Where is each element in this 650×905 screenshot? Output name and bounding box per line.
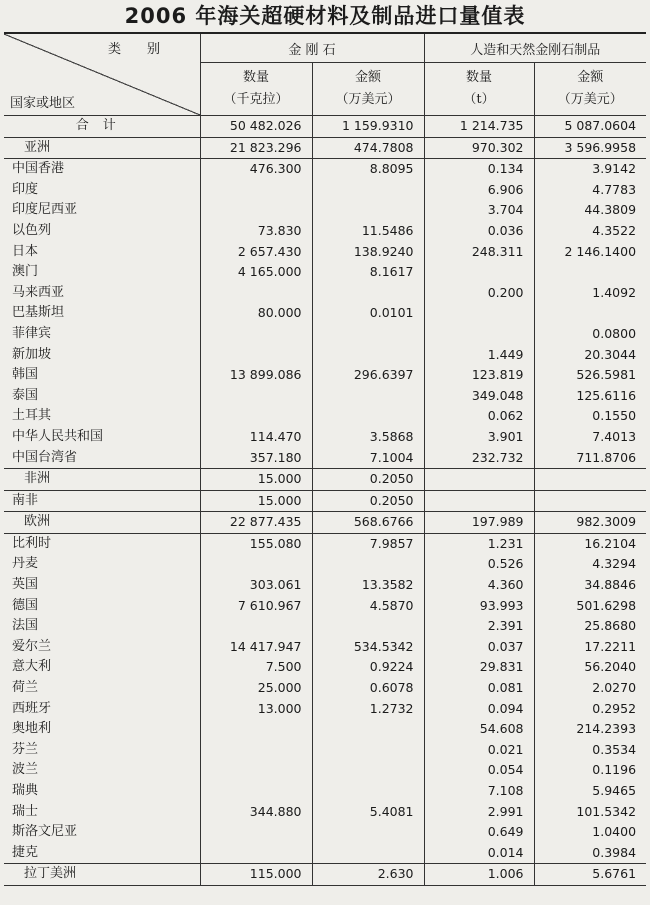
diamond-quantity-cell: 80.000: [200, 303, 312, 324]
products-amount-cell: 3 596.9958: [534, 137, 646, 159]
products-amount-cell: 214.2393: [534, 719, 646, 740]
products-quantity-cell: 0.036: [424, 221, 534, 242]
diagonal-header-cell: [4, 33, 200, 116]
products-amount-cell: 711.8706: [534, 448, 646, 469]
products-quantity-cell: 2.391: [424, 616, 534, 637]
products-amount-cell: 0.3984: [534, 843, 646, 864]
row-name-cell: 马来西亚: [12, 284, 65, 300]
diamond-products-group-header: 人造和天然金刚石制品: [424, 33, 646, 63]
products-amount-cell: 5.9465: [534, 781, 646, 802]
diamond-amount-cell: 7.1004: [312, 448, 424, 469]
products-quantity-cell: [424, 469, 534, 491]
row-name-cell: 爱尔兰: [12, 638, 52, 654]
products-quantity-cell: 0.200: [424, 283, 534, 304]
diamond-quantity-cell: [200, 180, 312, 201]
diamond-amount-cell: [312, 781, 424, 802]
row-name-cell: 斯洛文尼亚: [12, 824, 78, 840]
table-row: [4, 678, 646, 699]
row-name-cell: 韩国: [12, 367, 39, 383]
region-row: [4, 864, 646, 886]
table-row: [4, 262, 646, 283]
products-quantity-cell: 0.021: [424, 740, 534, 761]
products-amount-cell: 0.3534: [534, 740, 646, 761]
table-row: [4, 740, 646, 761]
diamond-quantity-cell: [200, 719, 312, 740]
diamond-quantity-cell: [200, 781, 312, 802]
products-quantity-cell: 123.819: [424, 365, 534, 386]
row-name-cell: 巴基斯坦: [12, 305, 65, 321]
diamond-quantity-cell: 73.830: [200, 221, 312, 242]
diamond-amount-cell: [312, 324, 424, 345]
diamond-quantity-cell: 13 899.086: [200, 365, 312, 386]
diamond-quantity-cell: 13.000: [200, 699, 312, 720]
row-name-cell: 印度: [12, 181, 39, 197]
row-name-cell: 日本: [12, 243, 39, 259]
diamond-quantity-cell: 21 823.296: [200, 137, 312, 159]
row-name-cell: 中华人民共和国: [12, 428, 104, 444]
diamond-amount-cell: 7.9857: [312, 533, 424, 554]
products-amount-cell: 2.0270: [534, 678, 646, 699]
row-name-cell: 亚洲: [4, 137, 200, 159]
products-amount-cell: 125.6116: [534, 386, 646, 407]
row-name-cell: 奥地利: [12, 721, 52, 737]
products-quantity-cell: 3.901: [424, 427, 534, 448]
diamond-quantity-cell: [200, 554, 312, 575]
table-row: [4, 802, 646, 823]
products-amount-cell: 5 087.0604: [534, 116, 646, 138]
table-title: 2006 年海关超硬材料及制品进口量值表: [124, 4, 526, 28]
diamond-quantity-cell: 114.470: [200, 427, 312, 448]
table-row: [4, 283, 646, 304]
diamond-amount-cell: 1.2732: [312, 699, 424, 720]
row-name-cell: 印度尼西亚: [12, 202, 78, 218]
products-quantity-cell: 0.062: [424, 406, 534, 427]
products-amount-cell: 1.4092: [534, 283, 646, 304]
diamond-quantity-cell: 25.000: [200, 678, 312, 699]
products-quantity-cell: 197.989: [424, 512, 534, 534]
products-quantity-cell: 0.094: [424, 699, 534, 720]
table-row: [4, 180, 646, 201]
row-name-cell: 捷克: [12, 844, 39, 860]
products-quantity-cell: [424, 262, 534, 283]
products-quantity-cell: 93.993: [424, 596, 534, 617]
diamond-quantity-cell: 50 482.026: [200, 116, 312, 138]
products-amount-cell: 44.3809: [534, 200, 646, 221]
column-header-diamond-amount: 金额 （万美元）: [312, 63, 424, 116]
diamond-quantity-cell: 15.000: [200, 469, 312, 491]
diamond-amount-cell: [312, 760, 424, 781]
diamond-quantity-cell: 2 657.430: [200, 242, 312, 263]
diamond-quantity-cell: 14 417.947: [200, 637, 312, 658]
row-name-cell: 荷兰: [12, 680, 39, 696]
products-quantity-cell: 248.311: [424, 242, 534, 263]
diamond-quantity-cell: [200, 843, 312, 864]
table-row: [4, 533, 646, 554]
diamond-quantity-cell: [200, 386, 312, 407]
region-row: [4, 512, 646, 534]
products-quantity-cell: 1.449: [424, 345, 534, 366]
row-name-cell: 芬兰: [12, 741, 39, 757]
products-quantity-cell: 0.526: [424, 554, 534, 575]
row-name-cell: 合计: [4, 116, 200, 138]
products-quantity-cell: 970.302: [424, 137, 534, 159]
table-row: [4, 427, 646, 448]
products-quantity-cell: 0.014: [424, 843, 534, 864]
diamond-amount-cell: [312, 200, 424, 221]
products-quantity-cell: 0.649: [424, 822, 534, 843]
diamond-amount-cell: 0.6078: [312, 678, 424, 699]
products-amount-cell: 1.0400: [534, 822, 646, 843]
diamond-amount-cell: 568.6766: [312, 512, 424, 534]
diamond-quantity-cell: 344.880: [200, 802, 312, 823]
row-name-cell: 菲律宾: [12, 325, 52, 341]
diamond-quantity-cell: 303.061: [200, 575, 312, 596]
products-quantity-cell: [424, 303, 534, 324]
products-quantity-cell: 2.991: [424, 802, 534, 823]
diamond-amount-cell: 0.0101: [312, 303, 424, 324]
row-name-cell: 新加坡: [12, 346, 52, 362]
table-row: [4, 242, 646, 263]
row-name-cell: 德国: [12, 597, 39, 613]
products-quantity-cell: 29.831: [424, 657, 534, 678]
table-row: [4, 406, 646, 427]
table-row: [4, 159, 646, 180]
row-name-cell: 法国: [12, 618, 39, 634]
row-name-cell: 波兰: [12, 762, 39, 778]
diamond-amount-cell: 4.5870: [312, 596, 424, 617]
table-row: [4, 575, 646, 596]
row-name-cell: 西班牙: [12, 700, 52, 716]
products-amount-cell: 20.3044: [534, 345, 646, 366]
row-name-cell: 澳门: [12, 264, 39, 280]
products-amount-cell: 4.3522: [534, 221, 646, 242]
products-amount-cell: 0.0800: [534, 324, 646, 345]
products-quantity-cell: [424, 490, 534, 512]
products-amount-cell: [534, 469, 646, 491]
diamond-amount-cell: [312, 616, 424, 637]
diamond-amount-cell: [312, 719, 424, 740]
products-amount-cell: 34.8846: [534, 575, 646, 596]
products-amount-cell: 0.1196: [534, 760, 646, 781]
row-name-cell: 瑞典: [12, 783, 39, 798]
diamond-amount-cell: 474.7808: [312, 137, 424, 159]
products-quantity-cell: 4.360: [424, 575, 534, 596]
products-quantity-cell: 7.108: [424, 781, 534, 802]
diamond-amount-cell: [312, 554, 424, 575]
row-name-cell: 中国台湾省: [12, 449, 78, 465]
table-row: [4, 760, 646, 781]
products-amount-cell: 101.5342: [534, 802, 646, 823]
row-name-cell: 英国: [12, 577, 39, 593]
products-amount-cell: 17.2211: [534, 637, 646, 658]
products-amount-cell: 56.2040: [534, 657, 646, 678]
diamond-quantity-cell: 4 165.000: [200, 262, 312, 283]
row-name-cell: 泰国: [12, 387, 39, 403]
table-row: [4, 719, 646, 740]
diamond-quantity-cell: [200, 760, 312, 781]
products-amount-cell: 501.6298: [534, 596, 646, 617]
row-name-cell: 以色列: [12, 222, 52, 238]
table-row: [4, 822, 646, 843]
products-quantity-cell: 1 214.735: [424, 116, 534, 138]
column-header-products-quantity: 数量 （t）: [424, 63, 534, 116]
products-quantity-cell: 54.608: [424, 719, 534, 740]
products-quantity-cell: 0.081: [424, 678, 534, 699]
products-amount-cell: 5.6761: [534, 864, 646, 886]
category-label: 类 别: [108, 42, 161, 57]
diamond-amount-cell: 2.630: [312, 864, 424, 886]
row-name-cell: 非洲: [4, 469, 200, 491]
diamond-amount-cell: 138.9240: [312, 242, 424, 263]
diamond-quantity-cell: 115.000: [200, 864, 312, 886]
table-row: [4, 596, 646, 617]
products-quantity-cell: 349.048: [424, 386, 534, 407]
products-amount-cell: 4.3294: [534, 554, 646, 575]
products-amount-cell: 982.3009: [534, 512, 646, 534]
diamond-amount-cell: [312, 740, 424, 761]
products-amount-cell: 7.4013: [534, 427, 646, 448]
diamond-amount-cell: 0.9224: [312, 657, 424, 678]
diamond-amount-cell: 5.4081: [312, 802, 424, 823]
products-amount-cell: [534, 490, 646, 512]
region-row: [4, 137, 646, 159]
table-row: [4, 699, 646, 720]
table-row: [4, 781, 646, 802]
products-quantity-cell: 0.037: [424, 637, 534, 658]
products-quantity-cell: 232.732: [424, 448, 534, 469]
diamond-quantity-cell: [200, 740, 312, 761]
table-row: [4, 324, 646, 345]
diamond-amount-cell: 0.2050: [312, 469, 424, 491]
row-name-cell: 瑞士: [12, 803, 39, 819]
diamond-quantity-cell: 357.180: [200, 448, 312, 469]
row-name-cell: 土耳其: [12, 408, 52, 424]
diamond-quantity-cell: [200, 616, 312, 637]
diamond-quantity-cell: [200, 200, 312, 221]
row-name-cell: 南非: [12, 492, 39, 508]
products-amount-cell: 25.8680: [534, 616, 646, 637]
products-quantity-cell: [424, 324, 534, 345]
row-name-cell: 丹麦: [12, 556, 39, 572]
products-quantity-cell: 3.704: [424, 200, 534, 221]
diamond-amount-cell: 534.5342: [312, 637, 424, 658]
diamond-amount-cell: 296.6397: [312, 365, 424, 386]
diamond-amount-cell: 0.2050: [312, 490, 424, 512]
table-row: [4, 554, 646, 575]
diamond-quantity-cell: 7 610.967: [200, 596, 312, 617]
table-row: [4, 345, 646, 366]
products-amount-cell: [534, 303, 646, 324]
country-label: 国家或地区: [10, 96, 76, 111]
table-row: [4, 637, 646, 658]
diamond-amount-cell: [312, 843, 424, 864]
import-statistics-table: [4, 32, 646, 886]
table-row: [4, 200, 646, 221]
column-header-diamond-quantity: 数量 （千克拉）: [200, 63, 312, 116]
diamond-amount-cell: [312, 345, 424, 366]
table-row: [4, 386, 646, 407]
table-row: [4, 843, 646, 864]
row-name-cell: 拉丁美洲: [4, 864, 200, 886]
row-name-cell: 中国香港: [12, 161, 65, 177]
products-amount-cell: 2 146.1400: [534, 242, 646, 263]
products-amount-cell: [534, 262, 646, 283]
region-row: [4, 469, 646, 491]
diamond-quantity-cell: [200, 822, 312, 843]
table-row: [4, 657, 646, 678]
diamond-amount-cell: 3.5868: [312, 427, 424, 448]
column-header-products-amount: 金额 （万美元）: [534, 63, 646, 116]
products-quantity-cell: 1.231: [424, 533, 534, 554]
diamond-amount-cell: [312, 180, 424, 201]
diamond-quantity-cell: [200, 406, 312, 427]
products-amount-cell: 3.9142: [534, 159, 646, 180]
diamond-amount-cell: 11.5486: [312, 221, 424, 242]
diamond-amount-cell: [312, 386, 424, 407]
diamond-quantity-cell: [200, 324, 312, 345]
diamond-amount-cell: 1 159.9310: [312, 116, 424, 138]
diamond-quantity-cell: 155.080: [200, 533, 312, 554]
row-name-cell: 欧洲: [4, 512, 200, 534]
diamond-quantity-cell: [200, 283, 312, 304]
diamond-quantity-cell: 7.500: [200, 657, 312, 678]
table-row: [4, 221, 646, 242]
diamond-quantity-cell: 476.300: [200, 159, 312, 180]
products-amount-cell: 4.7783: [534, 180, 646, 201]
diamond-quantity-cell: 22 877.435: [200, 512, 312, 534]
products-quantity-cell: 1.006: [424, 864, 534, 886]
row-name-cell: 比利时: [12, 535, 52, 551]
diamond-amount-cell: [312, 406, 424, 427]
products-amount-cell: 0.1550: [534, 406, 646, 427]
row-name-cell: 意大利: [12, 659, 52, 675]
products-quantity-cell: 0.134: [424, 159, 534, 180]
table-row: [4, 365, 646, 386]
products-amount-cell: 0.2952: [534, 699, 646, 720]
diamond-quantity-cell: [200, 345, 312, 366]
products-quantity-cell: 6.906: [424, 180, 534, 201]
diamond-amount-cell: 8.8095: [312, 159, 424, 180]
diamond-amount-cell: 8.1617: [312, 262, 424, 283]
products-quantity-cell: 0.054: [424, 760, 534, 781]
table-row: [4, 448, 646, 469]
products-amount-cell: 16.2104: [534, 533, 646, 554]
total-row: [4, 116, 646, 138]
table-row: [4, 303, 646, 324]
diamond-amount-cell: 13.3582: [312, 575, 424, 596]
table-row: [4, 616, 646, 637]
products-amount-cell: 526.5981: [534, 365, 646, 386]
diamond-amount-cell: [312, 822, 424, 843]
diamond-quantity-cell: 15.000: [200, 490, 312, 512]
diamond-group-header: 金 刚 石: [200, 33, 424, 63]
diamond-amount-cell: [312, 283, 424, 304]
table-row: [4, 490, 646, 512]
